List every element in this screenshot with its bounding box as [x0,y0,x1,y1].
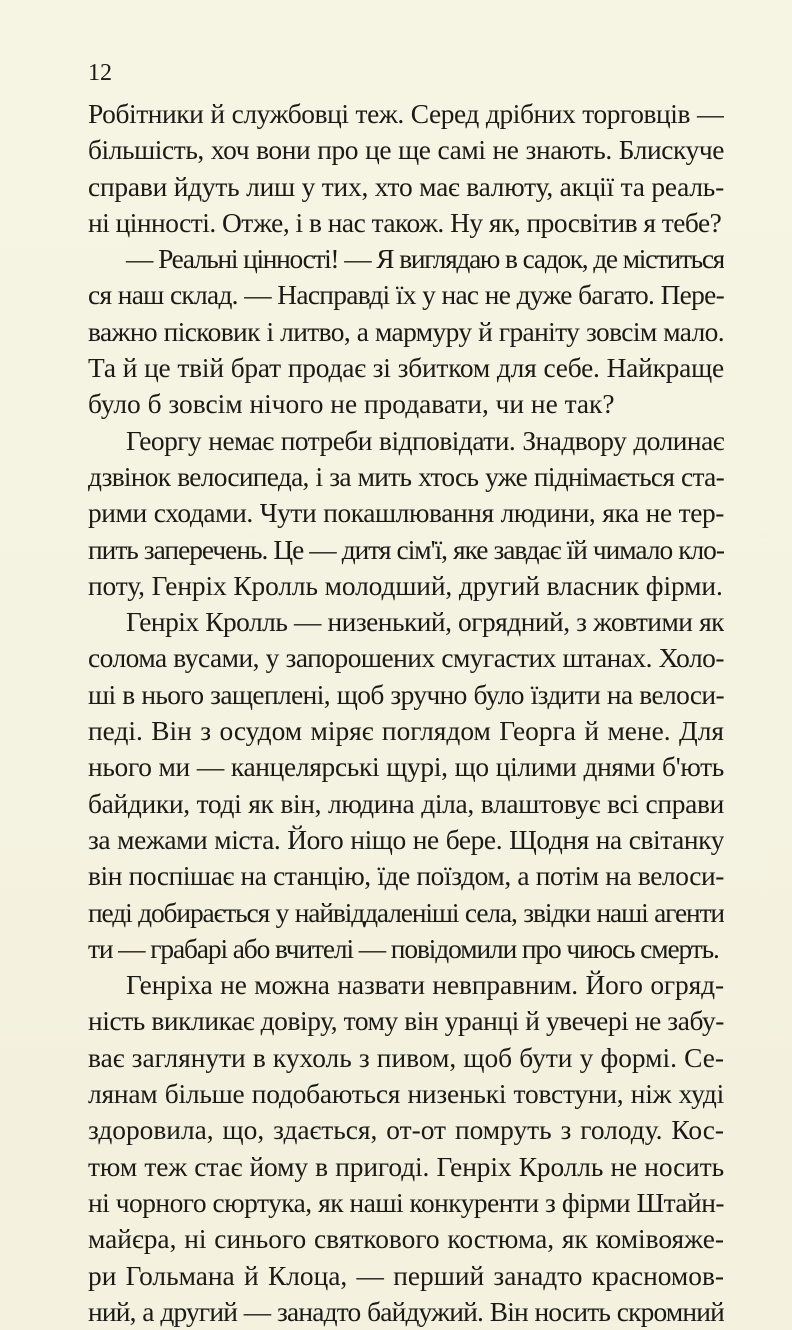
text-line: лянам більше подобаються низенькі товстуни, ніж худі [88,1079,724,1110]
text-line: він поспішає на станцію, їде поїздом, а потім на велоси- [88,861,724,892]
text-line: поту, Генріх Кролль молодший, другий власник фірми. [88,570,723,601]
text-line: ри Гольмана й Клоца, — перший занадто красномов- [88,1260,724,1291]
text-line: ває заглянути в кухоль з пивом, щоб бути у формі. Се- [88,1042,724,1073]
text-line: рими сходами. Чути покашлювання людини, яка не тер- [88,498,724,529]
text-line: ність викликає довіру, тому він уранці й увечері не забу- [88,1006,724,1037]
text-line: майєра, ні синього святкового костюма, як комівояже- [88,1224,724,1255]
text-line: Георгу немає потреби відповідати. Знадвору долинає [126,425,724,456]
text-line: ся наш склад. — Насправді їх у нас не дуже багато. Пере- [88,280,724,311]
text-line: — Реальні цінності! — Я виглядаю в садок, де міститься [126,244,724,275]
text-line: ти — грабарі або вчителі — повідомили про чиюсь смерть. [88,933,719,964]
body-text [88,96,724,1330]
page-number: 12 [88,60,112,86]
text-line: Робітники й службовці теж. Серед дрібних торговців — [88,99,724,129]
text-line: справи йдуть лиш у тих, хто має валюту, акції та реаль- [88,171,724,202]
text-line: солома вусами, у запорошених смугастих штанах. Холо- [88,643,724,674]
text-line: ні чорного сюртука, як наші конкуренти з фірми Штайн- [88,1187,724,1218]
text-line: тюм теж стає йому в пригоді. Генріх Кролль не носить [88,1151,724,1182]
text-line: дзвінок велосипеда, і за мить хтось уже піднімається ста- [88,461,724,492]
text-line: за межами міста. Його ніщо не бере. Щодня на світанку [88,824,724,855]
text-line: байдики, тоді як він, людина діла, влаштовує всі справи [88,788,724,819]
text-line: ний, а другий — занадто байдужий. Він носить скромний [88,1296,724,1327]
text-line: педі. Він з осудом міряє поглядом Георга й мене. Для [88,716,724,747]
text-line: нього ми — канцелярські щурі, що цілими днями б'ють [88,752,724,783]
text-line: більшість, хоч вони про це ще самі не знають. Блискуче [88,135,724,166]
text-line: пить заперечень. Це — дитя сім'ї, яке завдає їй чимало кло- [88,534,724,565]
text-line: Генріха не можна назвати невправним. Його огряд- [126,970,724,1001]
text-line: педі добирається у найвіддаленіші села, звідки наші агенти [88,897,724,928]
text-line: Та й це твій брат продає зі збитком для себе. Найкраще [88,353,724,384]
text-line: важно пісковик і литво, а мармуру й граніту зовсім мало. [88,316,724,347]
text-line: було б зовсім нічого не продавати, чи не так? [88,389,615,420]
text-line: ні цінності. Отже, і в нас також. Ну як, просвітив я тебе? [88,207,722,238]
text-line: ші в нього защеплені, щоб зручно було їздити на велоси- [88,679,724,710]
text-line: здоровила, що, здається, от-от помруть з голоду. Кос- [88,1115,724,1146]
text-line: Генріх Кролль — низенький, огрядний, з жовтими як [126,607,724,638]
